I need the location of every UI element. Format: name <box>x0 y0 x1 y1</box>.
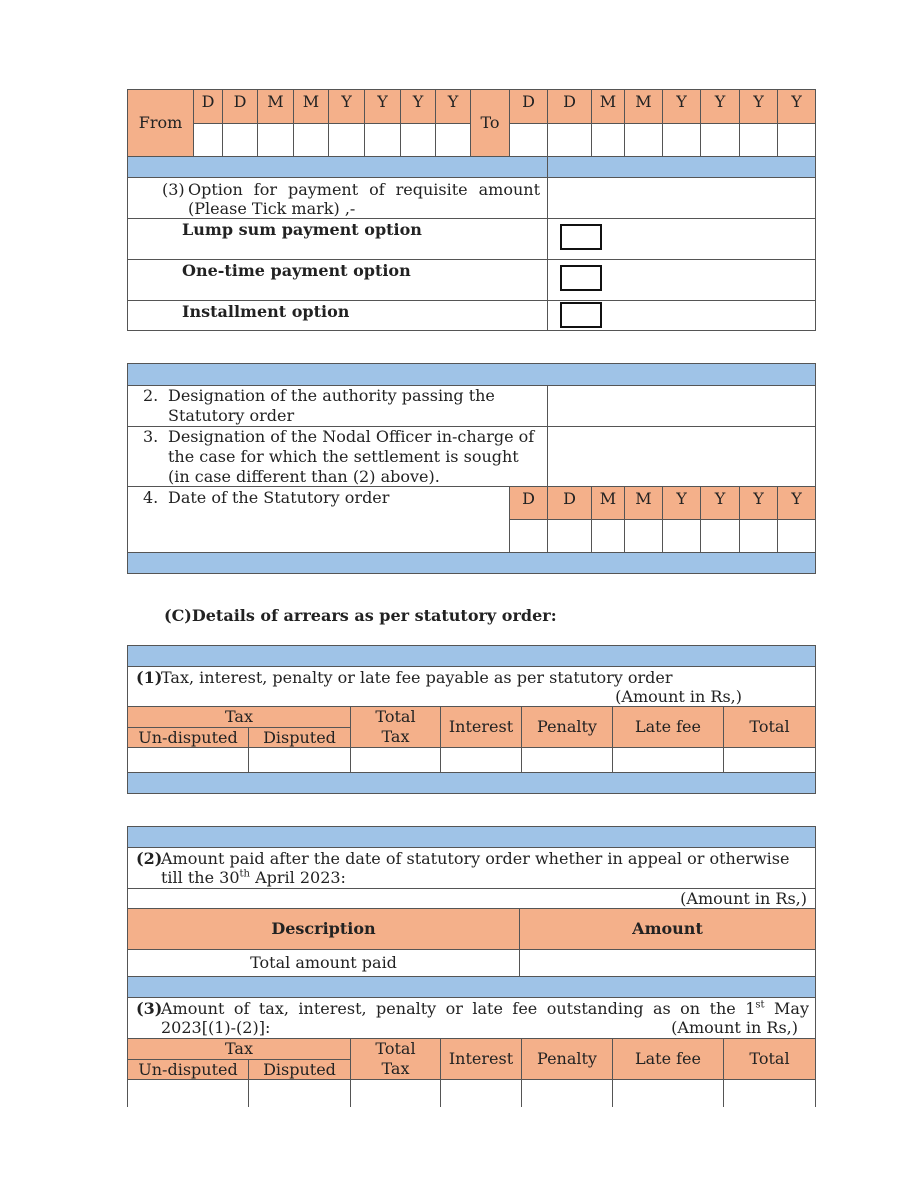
from-year-digit-4[interactable] <box>435 123 471 157</box>
to-year-digit-4[interactable] <box>777 123 816 157</box>
col-header-late-fee: Late fee <box>612 706 724 748</box>
section-c-heading <box>164 606 557 626</box>
section-divider <box>127 552 816 574</box>
to-year-digit-1[interactable] <box>662 123 701 157</box>
item-number: (1) <box>136 668 163 687</box>
option-tick-cell <box>547 300 816 331</box>
total-input[interactable] <box>723 747 816 773</box>
from-day-digit-1[interactable] <box>193 123 223 157</box>
col-header-undisputed: Un-disputed <box>127 727 249 748</box>
order-day-digit-2[interactable] <box>547 519 592 553</box>
total-tax-line-1: Total <box>375 707 416 726</box>
to-day-digit-2[interactable] <box>547 123 592 157</box>
arrears-description <box>127 666 816 707</box>
outstanding-description <box>127 997 816 1039</box>
col-header-total-tax <box>350 1038 441 1080</box>
to-day-digit-1[interactable] <box>509 123 548 157</box>
option-tick-cell <box>547 218 816 260</box>
date-header: M <box>591 89 625 124</box>
section-divider <box>127 976 816 998</box>
option-row <box>127 218 548 260</box>
date-header: M <box>591 486 625 520</box>
penalty-input[interactable] <box>521 747 613 773</box>
nodal-officer-input[interactable] <box>547 426 816 487</box>
date-header: M <box>257 89 294 124</box>
order-year-digit-3[interactable] <box>739 519 778 553</box>
total-amount-paid-label: Total amount paid <box>127 949 520 977</box>
col-header-description: Description <box>127 908 520 950</box>
date-header: Y <box>700 89 740 124</box>
col-header-undisputed: Un-disputed <box>127 1059 249 1080</box>
to-month-digit-1[interactable] <box>591 123 625 157</box>
item-number: 2. <box>143 386 159 405</box>
amount-unit-note: (Amount in Rs,) <box>671 1018 798 1037</box>
amount-unit-note: (Amount in Rs,) <box>615 687 742 706</box>
option-row <box>127 300 548 331</box>
to-year-digit-3[interactable] <box>739 123 778 157</box>
date-header: Y <box>662 486 701 520</box>
col-header-total-tax <box>350 706 441 748</box>
from-year-digit-1[interactable] <box>328 123 365 157</box>
total-tax-line-2: Tax <box>381 727 410 746</box>
late-fee-input[interactable] <box>612 747 724 773</box>
authority-designation-row <box>127 385 548 427</box>
payment-option-line-2: (Please Tick mark) ,- <box>188 199 356 218</box>
col-header-total: Total <box>723 706 816 748</box>
undisputed-input[interactable] <box>127 747 249 773</box>
order-year-digit-1[interactable] <box>662 519 701 553</box>
date-header: D <box>509 486 548 520</box>
date-header: D <box>509 89 548 124</box>
col-header-tax: Tax <box>127 706 351 728</box>
date-header: Y <box>400 89 436 124</box>
date-header: Y <box>662 89 701 124</box>
amount-paid-line-2: till the 30th April 2023: <box>161 868 346 887</box>
order-day-digit-1[interactable] <box>509 519 548 553</box>
date-header: Y <box>777 486 816 520</box>
col-header-disputed: Disputed <box>248 1059 351 1080</box>
outstanding-line-1: Amount of tax, interest, penalty or late fee outstanding as on the 1st May <box>161 999 810 1018</box>
to-month-digit-2[interactable] <box>624 123 663 157</box>
item-number: 4. <box>143 488 159 507</box>
from-day-digit-2[interactable] <box>222 123 258 157</box>
order-month-digit-1[interactable] <box>591 519 625 553</box>
section-divider <box>127 156 548 178</box>
interest-input[interactable] <box>440 1079 522 1107</box>
installment-option-label: Installment option <box>182 302 350 321</box>
total-tax-input[interactable] <box>350 747 441 773</box>
date-header: D <box>547 486 592 520</box>
nodal-officer-row <box>127 426 548 487</box>
from-month-digit-1[interactable] <box>257 123 294 157</box>
date-header: D <box>193 89 223 124</box>
section-divider <box>547 156 816 178</box>
date-header: M <box>293 89 329 124</box>
total-tax-input[interactable] <box>350 1079 441 1107</box>
one-time-option-label: One-time payment option <box>182 261 411 280</box>
item-number: (3) <box>136 999 163 1018</box>
disputed-input[interactable] <box>248 1079 351 1107</box>
item-number: (2) <box>136 849 163 868</box>
total-tax-line-1: Total <box>375 1039 416 1058</box>
col-header-tax: Tax <box>127 1038 351 1060</box>
col-header-late-fee: Late fee <box>612 1038 724 1080</box>
statutory-order-date-row <box>127 486 510 553</box>
total-amount-paid-input[interactable] <box>519 949 816 977</box>
disputed-input[interactable] <box>248 747 351 773</box>
col-header-interest: Interest <box>440 706 522 748</box>
amount-unit-row <box>127 888 816 909</box>
nodal-line-1: Designation of the Nodal Officer in-charge of <box>168 427 535 446</box>
col-header-interest: Interest <box>440 1038 522 1080</box>
amount-paid-line-1: Amount paid after the date of statutory order whether in appeal or otherwise <box>161 849 790 868</box>
col-header-amount: Amount <box>519 908 816 950</box>
col-header-total: Total <box>723 1038 816 1080</box>
authority-line-2: Statutory order <box>168 406 295 425</box>
answer-cell <box>547 177 816 219</box>
section-divider <box>127 645 816 667</box>
from-year-digit-2[interactable] <box>364 123 401 157</box>
section-c-label: (C) <box>164 606 192 625</box>
date-header: M <box>624 486 663 520</box>
section-divider <box>127 363 816 386</box>
lump-sum-option-label: Lump sum payment option <box>182 220 422 239</box>
to-label: To <box>470 89 510 157</box>
date-header: Y <box>328 89 365 124</box>
date-header: D <box>222 89 258 124</box>
date-header: Y <box>777 89 816 124</box>
from-year-digit-3[interactable] <box>400 123 436 157</box>
date-header: Y <box>435 89 471 124</box>
section-divider <box>127 826 816 848</box>
date-header: Y <box>700 486 740 520</box>
date-header: M <box>624 89 663 124</box>
one-time-checkbox[interactable] <box>560 265 602 291</box>
outstanding-line-2: 2023[(1)-(2)]: <box>161 1018 271 1037</box>
interest-input[interactable] <box>440 747 522 773</box>
order-year-digit-4[interactable] <box>777 519 816 553</box>
total-input[interactable] <box>723 1079 816 1107</box>
payment-option-line-1: Option for payment of requisite amount <box>188 180 540 199</box>
from-label: From <box>127 89 194 157</box>
date-header: Y <box>739 89 778 124</box>
installment-checkbox[interactable] <box>560 302 602 328</box>
item-number: 3. <box>143 427 159 446</box>
lump-sum-checkbox[interactable] <box>560 224 602 250</box>
col-header-penalty: Penalty <box>521 1038 613 1080</box>
from-month-digit-2[interactable] <box>293 123 329 157</box>
date-header: Y <box>364 89 401 124</box>
statutory-order-date-label: Date of the Statutory order <box>168 488 390 507</box>
total-tax-line-2: Tax <box>381 1059 410 1078</box>
payment-option-question <box>127 177 548 219</box>
arrears-text: Tax, interest, penalty or late fee payable as per statutory order <box>161 668 673 687</box>
authority-designation-input[interactable] <box>547 385 816 427</box>
amount-unit-note: (Amount in Rs,) <box>680 889 807 908</box>
undisputed-input[interactable] <box>127 1079 249 1107</box>
nodal-line-3: (in case different than (2) above). <box>168 467 440 486</box>
option-row <box>127 259 548 301</box>
order-month-digit-2[interactable] <box>624 519 663 553</box>
late-fee-input[interactable] <box>612 1079 724 1107</box>
item-number: (3) <box>162 180 185 199</box>
to-year-digit-2[interactable] <box>700 123 740 157</box>
section-c-title: Details of arrears as per statutory order: <box>191 606 557 625</box>
amount-paid-description <box>127 847 816 889</box>
option-tick-cell <box>547 259 816 301</box>
authority-line-1: Designation of the authority passing the <box>168 386 495 405</box>
col-header-penalty: Penalty <box>521 706 613 748</box>
penalty-input[interactable] <box>521 1079 613 1107</box>
date-header: D <box>547 89 592 124</box>
order-year-digit-2[interactable] <box>700 519 740 553</box>
section-divider <box>127 772 816 794</box>
col-header-disputed: Disputed <box>248 727 351 748</box>
nodal-line-2: the case for which the settlement is sought <box>168 447 519 466</box>
date-header: Y <box>739 486 778 520</box>
